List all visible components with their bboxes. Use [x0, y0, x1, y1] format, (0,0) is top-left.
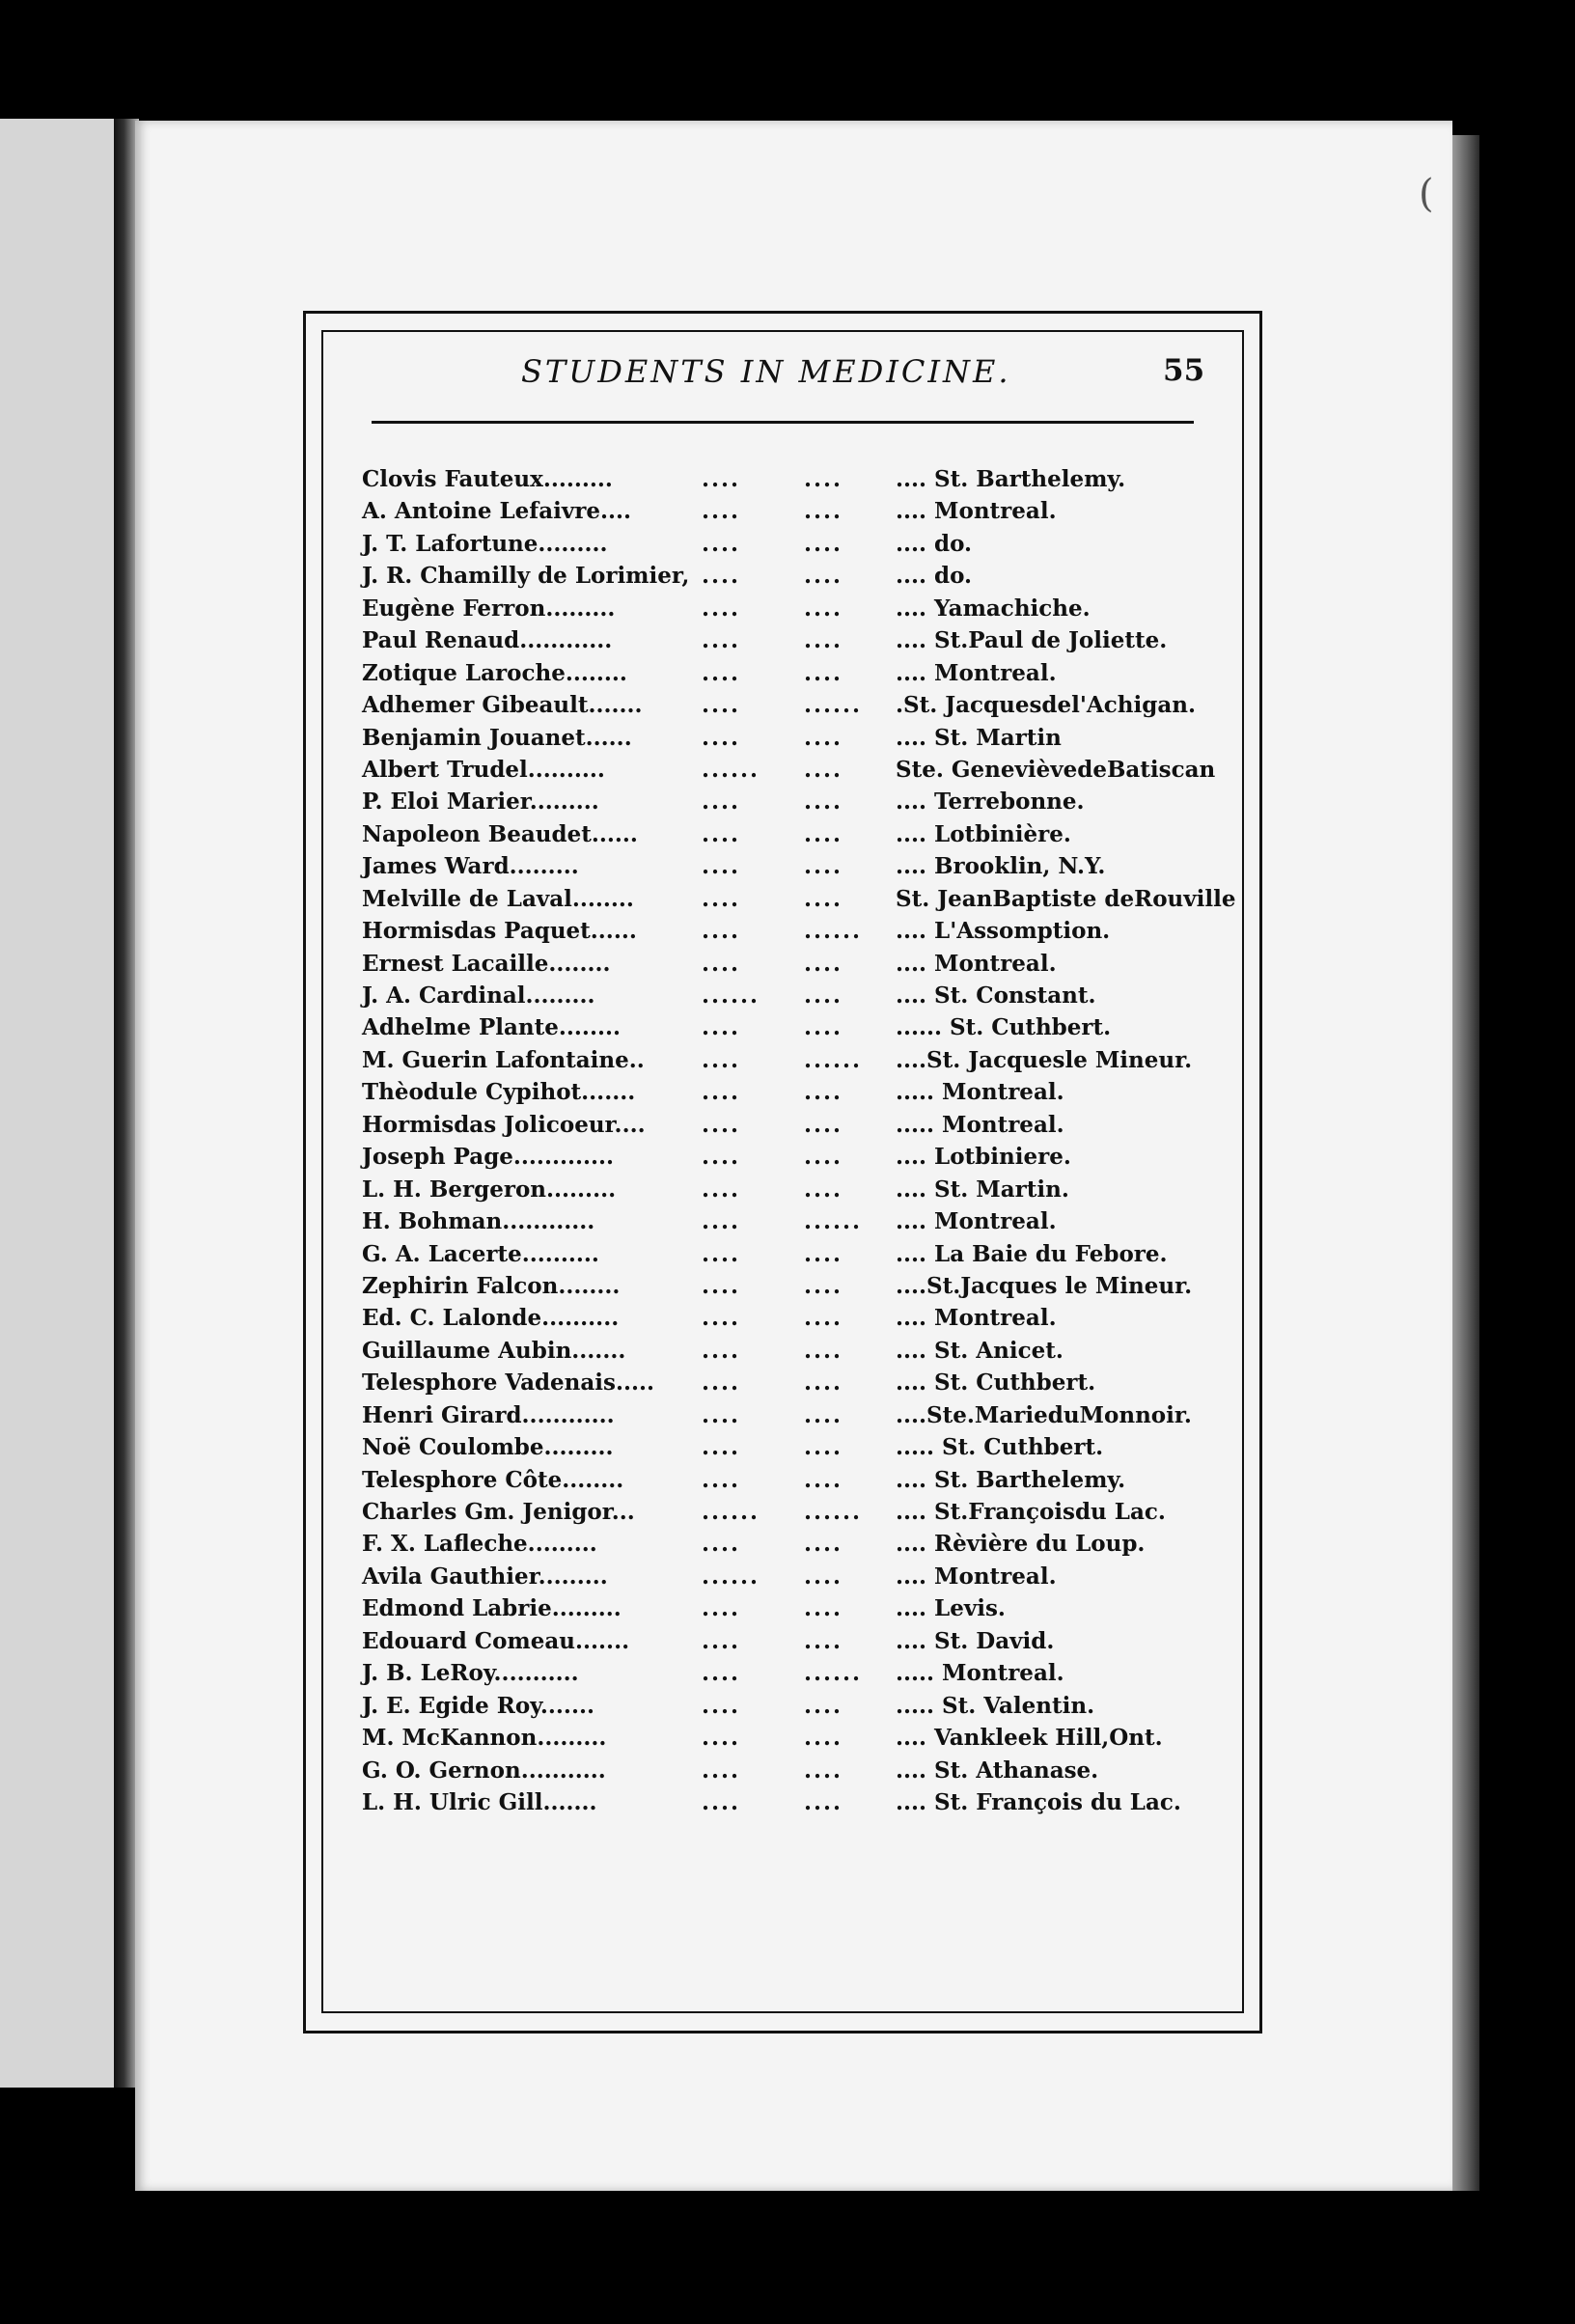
student-name: Eugène Ferron......... [362, 595, 616, 622]
leader-dots: .... [804, 885, 843, 912]
student-row [362, 657, 1211, 689]
leader-dots: .... [702, 1595, 741, 1622]
leader-dots: .... [804, 466, 843, 492]
leader-dots: .... [702, 724, 741, 751]
student-row [362, 1335, 1211, 1367]
student-name: Hormisdas Jolicoeur.... [362, 1111, 646, 1138]
student-row [362, 915, 1211, 947]
student-place: ..... St. Valentin. [896, 1692, 1095, 1719]
student-place: .... St.Françoisdu Lac. [896, 1499, 1166, 1525]
student-place: .... Montreal. [896, 1563, 1057, 1590]
student-name: Clovis Fauteux......... [362, 466, 613, 492]
student-place: ..... Montreal. [896, 1660, 1064, 1687]
leader-dots: .... [702, 1337, 741, 1364]
student-row [362, 1755, 1211, 1786]
leader-dots: .... [804, 950, 843, 977]
leader-dots: ...... [804, 1499, 863, 1525]
student-row [362, 1592, 1211, 1624]
leader-dots: .... [804, 1305, 843, 1332]
student-place: .... St. Barthelemy. [896, 1466, 1126, 1493]
student-name: A. Antoine Lefaivre.... [362, 498, 631, 525]
student-place: .... St. Martin. [896, 1176, 1069, 1203]
student-name: Zotique Laroche........ [362, 659, 627, 686]
student-row [362, 1011, 1211, 1043]
student-name: J. E. Egide Roy....... [362, 1692, 594, 1719]
student-place: .... St. François du Lac. [896, 1788, 1181, 1815]
student-name: Henri Girard............ [362, 1401, 615, 1428]
student-row [362, 1238, 1211, 1270]
leader-dots: .... [804, 627, 843, 654]
leader-dots: .... [804, 1466, 843, 1493]
student-name: Albert Trudel.......... [362, 756, 605, 783]
student-name: H. Bohman............ [362, 1208, 595, 1235]
student-place: .... Lotbiniere. [896, 1144, 1071, 1171]
student-row [362, 1786, 1211, 1818]
student-name: Edouard Comeau....... [362, 1627, 630, 1654]
student-name: Telesphore Côte........ [362, 1466, 624, 1493]
student-place: St. JeanBaptiste deRouville [896, 885, 1236, 912]
student-row [362, 1431, 1211, 1463]
student-row [362, 624, 1211, 656]
student-name: Charles Gm. Jenigor... [362, 1499, 635, 1525]
leader-dots: .... [804, 1627, 843, 1654]
student-row [362, 1657, 1211, 1689]
leader-dots: .... [702, 1176, 741, 1203]
leader-dots: ...... [702, 982, 760, 1009]
student-name: L. H. Bergeron......... [362, 1176, 617, 1203]
leader-dots: .... [804, 788, 843, 816]
leader-dots: .... [804, 1370, 843, 1397]
leader-dots: ...... [804, 918, 863, 945]
leader-dots: ...... [702, 1499, 760, 1525]
leader-dots: .... [804, 1111, 843, 1138]
leader-dots: .... [702, 1692, 741, 1719]
leader-dots: .... [804, 853, 843, 880]
student-name: Edmond Labrie......... [362, 1595, 622, 1622]
student-place: ....St. Jacquesle Mineur. [896, 1046, 1193, 1073]
student-row [362, 1205, 1211, 1237]
student-name: G. O. Gernon........... [362, 1757, 606, 1784]
student-place: .... St.Paul de Joliette. [896, 627, 1168, 654]
student-name: Adhelme Plante........ [362, 1014, 621, 1041]
leader-dots: .... [702, 1272, 741, 1299]
leader-dots: .... [804, 659, 843, 686]
student-place: .... Levis. [896, 1595, 1006, 1622]
student-place: .... La Baie du Febore. [896, 1240, 1168, 1267]
student-row [362, 1625, 1211, 1657]
student-name: P. Eloi Marier......... [362, 788, 599, 816]
leader-dots: .... [804, 530, 843, 557]
student-list [362, 463, 1236, 1818]
student-row [362, 850, 1211, 882]
leader-dots: .... [702, 1208, 741, 1235]
leader-dots: .... [804, 1692, 843, 1719]
leader-dots: .... [702, 595, 741, 622]
facing-page-edge [0, 119, 118, 2088]
student-row [362, 1174, 1211, 1205]
leader-dots: .... [804, 1240, 843, 1267]
student-name: Noë Coulombe......... [362, 1434, 614, 1461]
leader-dots: .... [702, 659, 741, 686]
student-place: .... St. Cuthbert. [896, 1370, 1096, 1397]
student-row [362, 786, 1211, 817]
leader-dots: .... [702, 530, 741, 557]
student-name: Ed. C. Lalonde.......... [362, 1305, 620, 1332]
leader-dots: .... [804, 1079, 843, 1106]
student-name: J. B. LeRoy........... [362, 1660, 579, 1687]
student-place: .... Rèvière du Loup. [896, 1531, 1146, 1558]
student-row [362, 1044, 1211, 1076]
leader-dots: .... [702, 918, 741, 945]
leader-dots: .... [702, 1079, 741, 1106]
student-name: Napoleon Beaudet...... [362, 820, 638, 847]
leader-dots: .... [702, 1788, 741, 1815]
pencil-mark: ( [1419, 172, 1434, 216]
student-row [362, 593, 1211, 624]
leader-dots: .... [804, 1788, 843, 1815]
leader-dots: ...... [804, 692, 863, 719]
student-name: Melville de Laval........ [362, 885, 634, 912]
student-place: .... do. [896, 563, 973, 590]
page-fore-edge [1452, 135, 1479, 2191]
student-place: .... Brooklin, N.Y. [896, 853, 1106, 880]
student-place: .... St. Anicet. [896, 1337, 1064, 1364]
leader-dots: .... [702, 1014, 741, 1041]
leader-dots: .... [702, 692, 741, 719]
student-row [362, 1528, 1211, 1560]
leader-dots: ...... [702, 1563, 760, 1590]
leader-dots: .... [804, 1176, 843, 1203]
student-row [362, 722, 1211, 754]
leader-dots: .... [702, 627, 741, 654]
leader-dots: .... [804, 1757, 843, 1784]
student-row [362, 560, 1211, 592]
leader-dots: ...... [804, 1660, 863, 1687]
student-row [362, 1399, 1211, 1431]
student-name: M. Guerin Lafontaine.. [362, 1046, 645, 1073]
leader-dots: .... [702, 820, 741, 847]
student-place: .... L'Assomption. [896, 918, 1111, 945]
student-row [362, 463, 1211, 495]
student-name: Ernest Lacaille........ [362, 950, 611, 977]
leader-dots: .... [804, 820, 843, 847]
leader-dots: .... [804, 1434, 843, 1461]
student-row [362, 1561, 1211, 1592]
leader-dots: .... [804, 563, 843, 590]
leader-dots: .... [702, 1144, 741, 1171]
student-row [362, 1464, 1211, 1496]
student-name: J. T. Lafortune......... [362, 530, 608, 557]
student-name: Guillaume Aubin....... [362, 1337, 626, 1364]
student-place: ...... St. Cuthbert. [896, 1014, 1112, 1041]
student-name: James Ward......... [362, 853, 579, 880]
leader-dots: .... [702, 1627, 741, 1654]
student-name: Hormisdas Paquet...... [362, 918, 637, 945]
student-name: Adhemer Gibeault....... [362, 692, 643, 719]
student-row [362, 1076, 1211, 1108]
leader-dots: .... [804, 982, 843, 1009]
student-name: M. McKannon......... [362, 1725, 607, 1752]
leader-dots: .... [702, 1725, 741, 1752]
student-place: .... Vankleek Hill,Ont. [896, 1725, 1163, 1752]
leader-dots: .... [702, 1240, 741, 1267]
running-title: STUDENTS IN MEDICINE. [521, 353, 1011, 390]
student-row [362, 1302, 1211, 1334]
student-name: J. A. Cardinal......... [362, 982, 595, 1009]
student-row [362, 818, 1211, 850]
leader-dots: .... [702, 1401, 741, 1428]
leader-dots: .... [702, 885, 741, 912]
student-row [362, 1496, 1211, 1528]
student-place: .... Montreal. [896, 498, 1057, 525]
student-place: .... St. Barthelemy. [896, 466, 1126, 492]
leader-dots: .... [702, 1660, 741, 1687]
leader-dots: .... [702, 950, 741, 977]
header-rule [372, 421, 1194, 424]
leader-dots: .... [702, 1531, 741, 1558]
leader-dots: .... [702, 1434, 741, 1461]
leader-dots: .... [804, 1337, 843, 1364]
leader-dots: .... [702, 1046, 741, 1073]
student-place: .... Montreal. [896, 1208, 1057, 1235]
student-row [362, 1141, 1211, 1173]
leader-dots: .... [702, 1466, 741, 1493]
student-row [362, 980, 1211, 1011]
student-place: .... Yamachiche. [896, 595, 1091, 622]
leader-dots: .... [702, 466, 741, 492]
student-place: .... Montreal. [896, 1305, 1057, 1332]
student-row [362, 948, 1211, 980]
page-number: 55 [1163, 353, 1205, 388]
student-place: .... Terrebonne. [896, 788, 1085, 816]
leader-dots: .... [804, 1563, 843, 1590]
student-place: ..... St. Cuthbert. [896, 1434, 1104, 1461]
student-place: .St. Jacquesdel'Achigan. [896, 692, 1196, 719]
leader-dots: .... [804, 498, 843, 525]
leader-dots: ...... [804, 1046, 863, 1073]
student-place: .... Lotbinière. [896, 820, 1071, 847]
student-name: Avila Gauthier......... [362, 1563, 608, 1590]
leader-dots: .... [804, 1725, 843, 1752]
leader-dots: .... [804, 1014, 843, 1041]
student-place: .... St. Constant. [896, 982, 1096, 1009]
student-row [362, 1270, 1211, 1302]
leader-dots: .... [804, 756, 843, 783]
leader-dots: ...... [702, 756, 760, 783]
student-place: .... St. Athanase. [896, 1757, 1099, 1784]
student-place: ....Ste.MarieduMonnoir. [896, 1401, 1192, 1428]
student-row [362, 1109, 1211, 1141]
student-name: G. A. Lacerte.......... [362, 1240, 599, 1267]
student-name: Paul Renaud............ [362, 627, 613, 654]
student-row [362, 495, 1211, 527]
student-place: Ste. GenevièvedeBatiscan [896, 756, 1216, 783]
student-place: .... St. Martin [896, 724, 1062, 751]
student-name: Joseph Page............. [362, 1144, 615, 1171]
leader-dots: .... [702, 563, 741, 590]
student-place: .... Montreal. [896, 950, 1057, 977]
leader-dots: .... [702, 788, 741, 816]
leader-dots: .... [804, 1531, 843, 1558]
student-row [362, 883, 1236, 915]
leader-dots: .... [804, 1144, 843, 1171]
leader-dots: .... [804, 724, 843, 751]
leader-dots: .... [804, 1272, 843, 1299]
student-place: .... St. David. [896, 1627, 1055, 1654]
leader-dots: .... [804, 595, 843, 622]
student-place: .... Montreal. [896, 659, 1057, 686]
student-name: F. X. Lafleche......... [362, 1531, 597, 1558]
student-name: Telesphore Vadenais..... [362, 1370, 655, 1397]
student-row [362, 1690, 1211, 1722]
leader-dots: .... [702, 1370, 741, 1397]
student-name: J. R. Chamilly de Lorimier, [362, 563, 690, 590]
student-row [362, 754, 1216, 786]
student-place: ..... Montreal. [896, 1079, 1064, 1106]
leader-dots: ...... [804, 1208, 863, 1235]
student-name: Thèodule Cypihot....... [362, 1079, 636, 1106]
leader-dots: .... [702, 498, 741, 525]
leader-dots: .... [702, 853, 741, 880]
student-row [362, 1367, 1211, 1398]
leader-dots: .... [702, 1757, 741, 1784]
student-name: Benjamin Jouanet...... [362, 724, 632, 751]
leader-dots: .... [702, 1111, 741, 1138]
student-row [362, 528, 1211, 560]
student-place: ....St.Jacques le Mineur. [896, 1272, 1193, 1299]
leader-dots: .... [804, 1595, 843, 1622]
student-name: L. H. Ulric Gill....... [362, 1788, 597, 1815]
student-place: ..... Montreal. [896, 1111, 1064, 1138]
student-place: .... do. [896, 530, 973, 557]
leader-dots: .... [702, 1305, 741, 1332]
student-row [362, 1722, 1211, 1754]
student-name: Zephirin Falcon........ [362, 1272, 621, 1299]
student-row [362, 689, 1211, 721]
leader-dots: .... [804, 1401, 843, 1428]
